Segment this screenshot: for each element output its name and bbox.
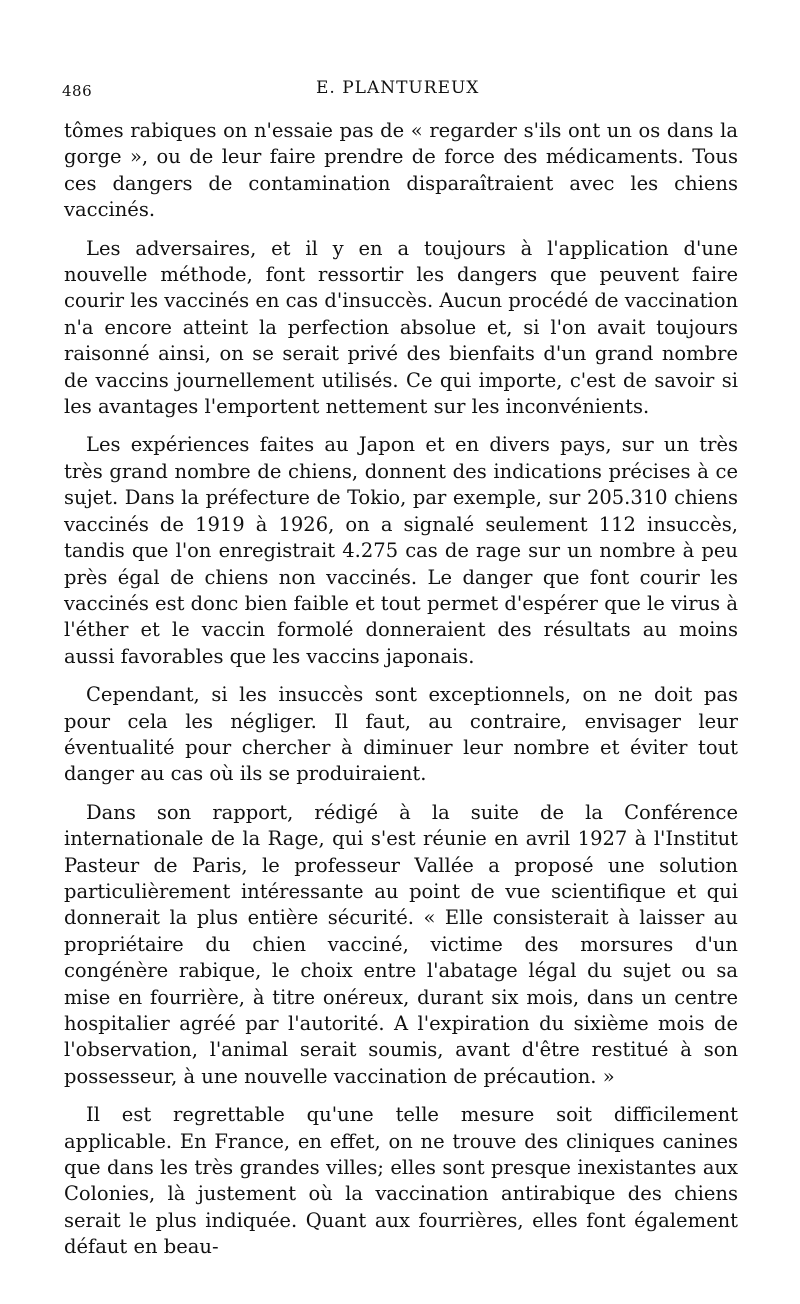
- book-page: [64, 78, 738, 1273]
- page-number: 486: [62, 82, 93, 100]
- paragraph-adversaires: Les adversaires, et il y en a toujours à l'application d'une nouvelle méthode, font ressortir les dangers que peuvent faire courir les vaccinés en cas d'insuccès. Aucun procédé de vaccination n'a encore atteint la perfection absolue et, si l'on avait toujours raisonné ainsi, on se serait privé des bienfaits d'un grand nombre de vaccins journellement utilisés. Ce qui importe, c'est de savoir si les avantages l'emportent nettement sur les inconvénients.: [64, 236, 738, 419]
- paragraph-insucces: Cependant, si les insuccès sont exceptionnels, on ne doit pas pour cela les négliger. Il faut, au contraire, envisager leur éventualité pour chercher à diminuer leur nombre et éviter tout danger au cas où ils se produiraient.: [64, 683, 738, 786]
- running-title: E. PLANTUREUX: [316, 78, 480, 98]
- paragraph-continuation: tômes rabiques on n'essaie pas de « regarder s'ils ont un os dans la gorge », ou de leur faire prendre de force des médicaments. Tous ces dangers de contamination disparaîtraient avec les chiens vaccinés.: [64, 119, 738, 222]
- running-head: [64, 78, 738, 100]
- paragraph-experiences-japon: Les expériences faites au Japon et en divers pays, sur un très très grand nombre de chiens, donnent des indications précises à ce sujet. Dans la préfecture de Tokio, par exemple, sur 205.310 chiens vaccinés de 1919 à 1926, on a signalé seulement 112 insuccès, tandis que l'on enregistrait 4.275 cas de rage sur un nombre à peu près égal de chiens non vaccinés. Le danger que font courir les vaccinés est donc bien faible et tout permet d'espérer que le virus à l'éther et le vaccin formolé donneraient des résultats au moins aussi favorables que les vaccins japonais.: [64, 433, 738, 668]
- paragraph-regrettable: Il est regrettable qu'une telle mesure soit difficilement applicable. En France, en effet, on ne trouve des cliniques canines que dans les très grandes villes; elles sont presque inexistantes aux Colonies, là justement où la vaccination antirabique des chiens serait le plus indiquée. Quant aux fourrières, elles font également défaut en beau-: [64, 1103, 738, 1259]
- paragraph-rapport-vallee: Dans son rapport, rédigé à la suite de la Conférence internationale de la Rage, qui s'est réunie en avril 1927 à l'Institut Pasteur de Paris, le professeur Vallée a proposé une solution particulièrement intéressante au point de vue scientifique et qui donnerait la plus entière sécurité. « Elle consisterait à laisser au propriétaire du chien vacciné, victime des morsures d'un congénère rabique, le choix entre l'abatage légal du sujet ou sa mise en fourrière, à titre onéreux, durant six mois, dans un centre hospitalier agréé par l'autorité. A l'expiration du sixième mois de l'observation, l'animal serait soumis, avant d'être restitué à son possesseur, à une nouvelle vaccination de précaution. »: [64, 800, 738, 1088]
